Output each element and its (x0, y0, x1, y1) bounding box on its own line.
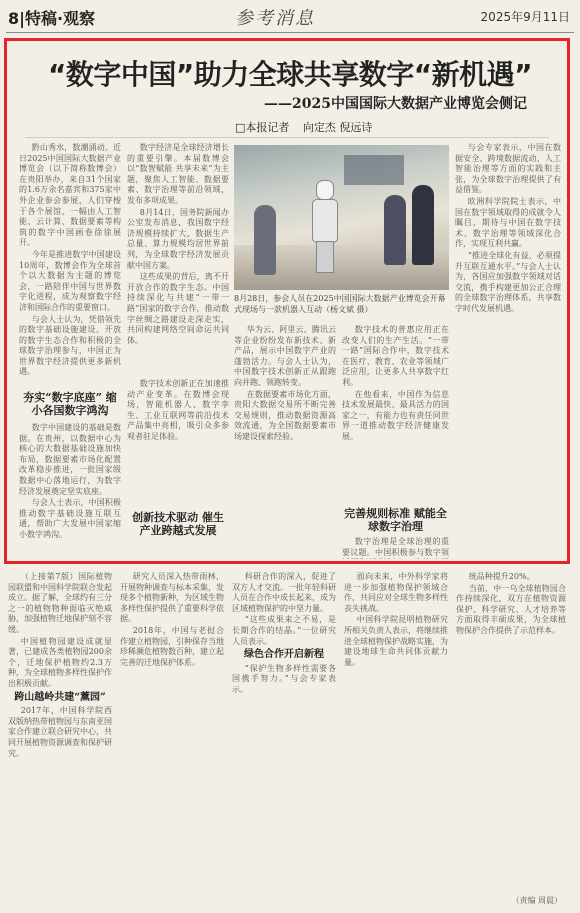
issue-date: 2025年9月11日 (480, 10, 570, 24)
bottom-column-1 (8, 572, 112, 902)
bottom-subtitle-1: 跨山越岭共建“薰园” (14, 691, 106, 703)
paragraph: 8月14日，国务院新闻办公室发布消息，我国数字经济规模持续扩大，数据生产总量、算力规模均居世界前列，为全球数字经济发展贡献中国方案。 (127, 207, 229, 270)
paragraph: 2018年，中国与老挝合作建立植物园，引种保存当地珍稀濒危植物数百种，建立起完善的迁地保护体系。 (120, 625, 224, 667)
paragraph: 面向未来，中外科学家将进一步加强植物保护领域合作，共同应对全球生物多样性丧失挑战。 (344, 572, 448, 613)
paragraph: 在他看来，中国作为信息技术发展最快、最具活力的国家之一，有能力也有责任同世界一道推动数字经济健康发展。 (342, 389, 449, 441)
paragraph: 数字中国建设的基础是数据。在贵州，以数据中心为核心的大数据基础设施加快布局，数据要素市场化配置改革稳步推进，一批国家级数据中心落地运行，为数字经济发展奠定坚实底座。 (19, 423, 121, 496)
article-column-2b (127, 379, 229, 507)
article-column-4b (342, 537, 449, 559)
paragraph: 与会专家表示，中国在数据安全、跨境数据流动、人工智能治理等方面的实践和主张，为全球数字治理提供了有益借鉴。 (455, 143, 561, 195)
paragraph: 2017年，中国科学院西双版纳热带植物园与东南亚国家合作建立联合研究中心，共同开展植物资源调查和保护研究。 (8, 706, 112, 758)
article-photo (234, 145, 449, 290)
paragraph: “保护生物多样性需要各国携手努力。”与会专家表示。 (232, 663, 336, 694)
photo-backdrop-panel (344, 155, 404, 185)
article-column-4 (342, 325, 449, 505)
article-column-1 (19, 143, 121, 387)
paragraph: 科研合作的深入，促进了双方人才交流。一批年轻科研人员在合作中成长起来，成为区域植物保护的中坚力量。 (232, 572, 336, 613)
paragraph: 中国科学院昆明植物研究所相关负责人表示，将继续推进全球植物保护战略实施，为建设地球生命共同体贡献力量。 (344, 615, 448, 667)
robot-body-shape (312, 199, 338, 243)
robot-head-shape (316, 180, 334, 200)
byline-divider (25, 137, 549, 138)
paragraph: 华为云、阿里云、腾讯云等企业纷纷发布新技术、新产品，展示中国数字产业的蓬勃活力。与会人士认为，中国数字技术创新正从跟跑向并跑、领跑转变。 (234, 325, 336, 387)
paragraph: 黔山秀水，数潮涌动。近日2025中国国际大数据产业博览会（以下简称数博会）在贵阳举办，来自31个国家的1.6万余名嘉宾和375家中外企业参会参展，人们穿梭于各个展馆，一幅由人工智能、云计算、数据要素等构筑的数字中国画卷徐徐展开。 (19, 143, 121, 248)
photo-person (254, 205, 276, 275)
byline (235, 119, 372, 135)
article-column-3 (234, 325, 336, 559)
paragraph: 研究人员深入热带雨林，开展物种调查与标本采集，发现多个植物新种，为区域生物多样性保护提供了重要科学依据。 (120, 572, 224, 624)
byline-authors: 向定杰 倪远诗 (302, 121, 373, 134)
photo-caption: 8月28日，参会人员在2025中国国际大数据产业博览会开幕式现场与一款机器人互动（杨文斌 摄） (234, 294, 446, 314)
article-column-1b (19, 423, 121, 559)
paragraph: 数字技术的普惠应用正在改变人们的生产生活。“一带一路”国际合作中，数字技术在医疗、教育、农业等领域广泛应用，让更多人共享数字红利。 (342, 325, 449, 387)
paragraph: “推进全球化有益，必须提升互联互通水平。”与会人士认为，各国应加强数字领域对话交流，携手构建更加公正合理的全球数字治理体系，共享数字时代发展机遇。 (455, 250, 561, 313)
masthead (0, 0, 580, 38)
editor-credit: （责编 周晨） (511, 896, 562, 905)
paragraph: 当前，中一乌全球植物园合作持续深化，双方在植物资源保护、科学研究、人才培养等方面取得丰硕成果，为全球植物保护合作提供了示范样本。 (456, 583, 566, 635)
paragraph: 在数据要素市场化方面，贵阳大数据交易所不断完善交易规则，推动数据资源高效流通，为全国数据要素市场建设探索经验。 (234, 389, 336, 441)
paragraph: 数字经济是全球经济增长的重要引擎。本届数博会以“数智赋能 共享未来”为主题，聚焦人工智能、数据要素、数字治理等前沿领域，发布多项成果。 (127, 143, 229, 205)
section-subtitle-2: 创新技术驱动 催生产业跨越式发展 (132, 511, 224, 537)
bottom-article (4, 572, 574, 910)
photo-person (412, 185, 434, 265)
section-subtitle-1: 夯实“数字底座” 缩小各国数字鸿沟 (23, 391, 117, 417)
byline-label: □本报记者 (235, 121, 290, 134)
masthead-divider (6, 32, 574, 33)
bottom-column-4 (344, 572, 448, 902)
paragraph: 统品种提升20%。 (468, 572, 535, 581)
paragraph: 与会人士表示，中国积极推动数字基础设施互联互通，帮助广大发展中国家缩小数字鸿沟。 (19, 498, 121, 539)
paragraph: 与会人士认为，凭借领先的数字基础设施建设、开放的数字生态合作和积极的全球数字治理参与，中国正为世界数字经济提供更多新机遇。 (19, 314, 121, 377)
paragraph: 数字技术创新正在加速推动产业变革。在数博会现场，智能机器人、数字孪生、工业互联网等前沿技术产品集中亮相，吸引众多参观者驻足体验。 (127, 379, 229, 441)
article-subhead: ——2025中国国际大数据产业博览会侧记 (264, 96, 527, 112)
robot-legs-shape (316, 241, 334, 273)
paragraph: “这些成果来之不易，是长期合作的结晶。”一位研究人员表示。 (232, 615, 336, 646)
article-headline: “数字中国”助力全球共享数字“新机遇” (47, 58, 533, 91)
photo-person (384, 195, 406, 265)
section-subtitle-3: 完善规则标准 赋能全球数字治理 (344, 507, 447, 533)
paragraph: 欧洲科学院院士表示，中国在数字领域取得的成就令人瞩目，期待与中国在数字技术、数字治理等领域深化合作，实现互利共赢。 (455, 196, 561, 249)
bottom-column-2 (120, 572, 224, 902)
bottom-subtitle-2: 绿色合作开启新程 (244, 649, 324, 661)
featured-article-frame (4, 38, 570, 564)
paragraph: （上接第7版）国际植物园联盟和中国科学院联合发起成立。据了解，全球约有三分之一的植物物种面临灭绝威胁，加强植物迁地保护刻不容缓。 (8, 572, 112, 634)
paragraph: 这些成果的背后，离不开开放合作的数字生态。中国持续深化与共建“一带一路”国家的数字合作，推动数字丝绸之路建设走深走实，共同构建网络空间命运共同体。 (127, 272, 229, 345)
bottom-column-5 (456, 572, 566, 892)
paragraph: 中国植物园建设成就显著，已建成各类植物园200余个，迁地保护植物约2.3万种，为全球植物多样性保护作出积极贡献。 (8, 636, 112, 688)
newspaper-logo: 参考消息 (235, 8, 315, 29)
paragraph: 今年是推进数字中国建设10周年，数博会作为全球首个以大数据为主题的博览会，一路陪伴中国与世界数字化进程，成为观察数字经济和国际合作的重要窗口。 (19, 249, 121, 312)
page-section-label: 8|特稿·观察 (8, 9, 96, 28)
paragraph: 数字治理是全球治理的重要议题。中国积极参与数字领 (342, 537, 449, 557)
bottom-column-3 (232, 572, 336, 902)
article-column-2 (127, 143, 229, 375)
article-column-5 (455, 143, 561, 559)
